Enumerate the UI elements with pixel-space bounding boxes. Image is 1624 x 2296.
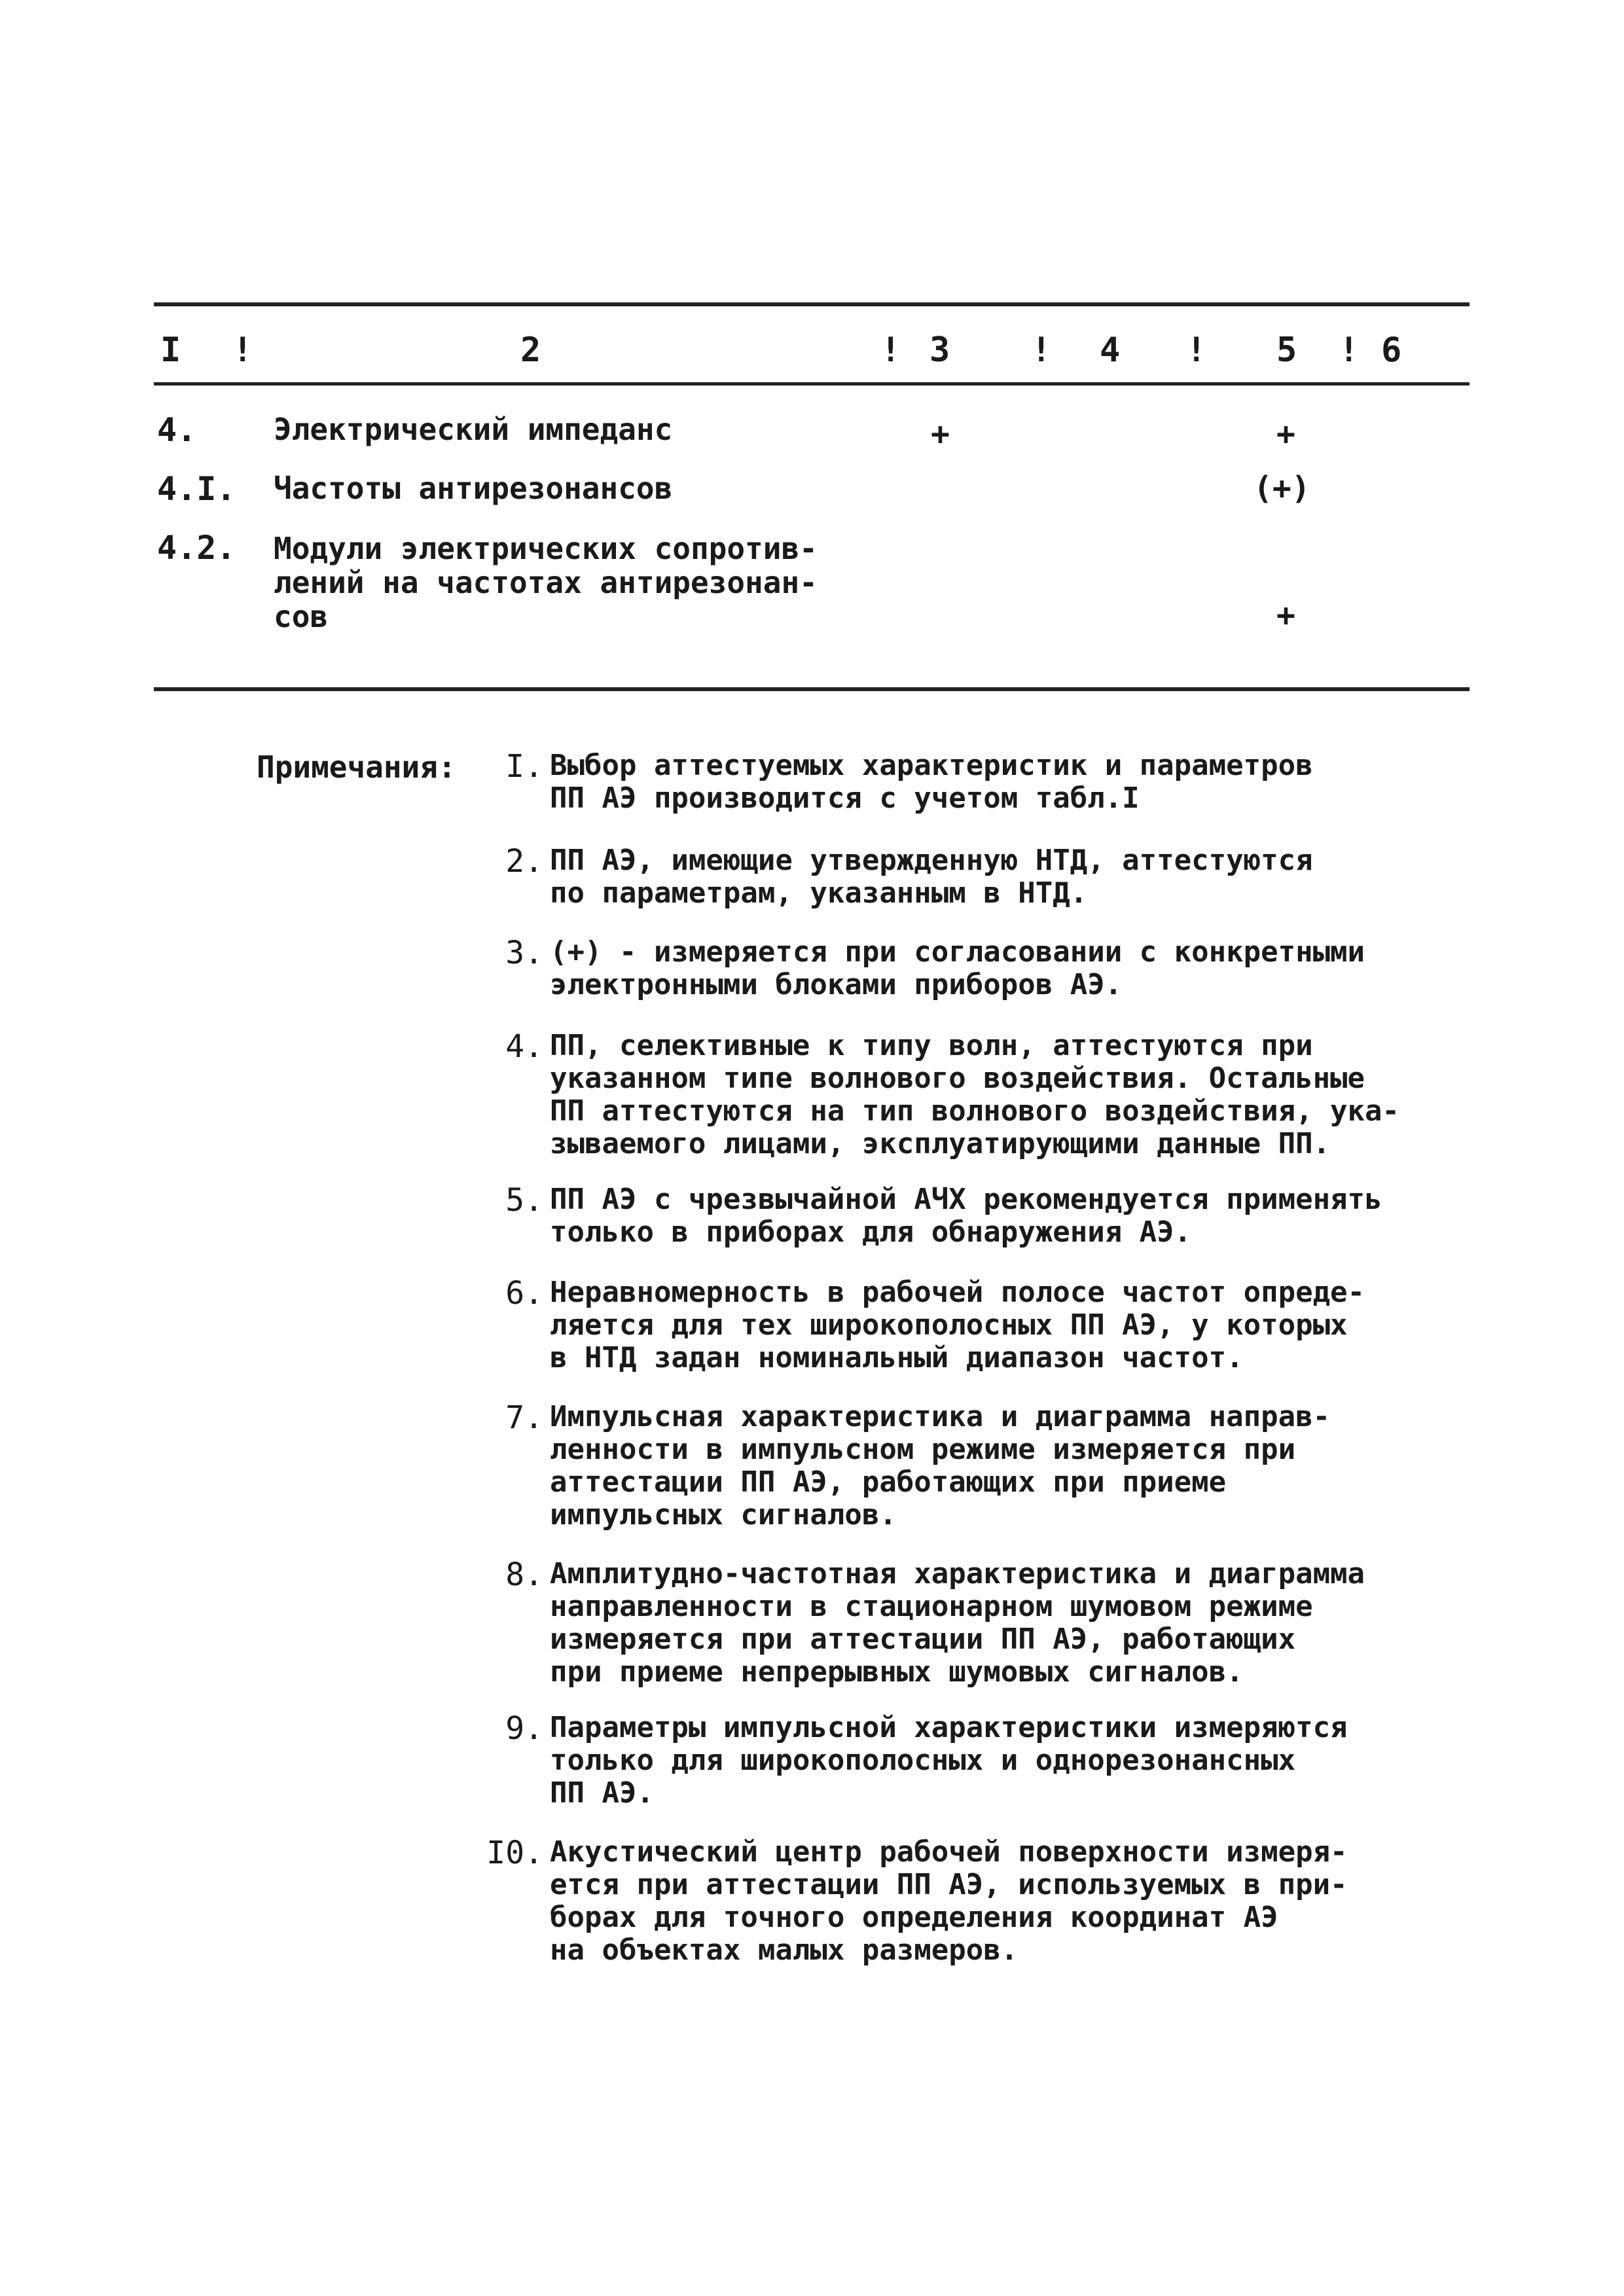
note-text: Неравномерность в рабочей полосе частот опреде- ляется для тех широкополосных ПП АЭ, у которых в НТД задан номинальный диапазон частот. xyxy=(550,1276,1365,1374)
note-text: Амплитудно-частотная характеристика и диаграмма направленности в стационарном шумовом режиме измеряется при аттестации ПП АЭ, работающих при приеме непрерывных шумовых сигналов. xyxy=(550,1557,1365,1689)
column-header-6: 6 xyxy=(1381,331,1402,370)
note-text: ПП, селективные к типу волн, аттестуются при указанном типе волнового воздействия. Остальные ПП аттестуются на тип волнового воздействия, ука- зываемого лицами, эксплуатирующими данные ПП. xyxy=(550,1029,1400,1160)
note-number: 7. xyxy=(505,1399,543,1436)
note-text: Импульсная характеристика и диаграмма направ- ленности в импульсном режиме измеряется при аттестации ПП АЭ, работающих при приеме импульсных сигналов. xyxy=(550,1400,1331,1532)
note-number: I. xyxy=(505,748,543,785)
column-header-1: I xyxy=(160,331,181,370)
column-header-4: 4 xyxy=(1100,331,1121,370)
row-mark-col3: + xyxy=(931,416,950,452)
column-separator: ! xyxy=(1186,331,1207,370)
note-number: I0. xyxy=(486,1835,543,1871)
row-text: Модули электрических сопротив- лений на частотах антирезонан- сов xyxy=(274,531,818,634)
note-number: 6. xyxy=(505,1275,543,1312)
note-text: (+) - измеряется при согласовании с конкретными электронными блоками приборов АЭ. xyxy=(550,935,1365,1001)
row-mark-col5: + xyxy=(1276,597,1295,634)
column-header-2: 2 xyxy=(520,331,541,370)
note-text: ПП АЭ, имеющие утвержденную НТД, аттестуются по параметрам, указанным в НТД. xyxy=(550,844,1313,910)
table-header-rule xyxy=(154,382,1470,386)
note-text: ПП АЭ с чрезвычайной АЧХ рекомендуется применять только в приборах для обнаружения АЭ. xyxy=(550,1183,1382,1249)
row-mark-col5: (+) xyxy=(1254,470,1310,507)
row-mark-col5: + xyxy=(1276,416,1295,452)
row-number: 4. xyxy=(157,411,197,449)
row-number: 4.2. xyxy=(157,529,236,567)
row-number: 4.I. xyxy=(157,470,236,508)
notes-label: Примечания: xyxy=(257,749,456,785)
column-header-5: 5 xyxy=(1276,331,1297,370)
note-text: Выбор аттестуемых характеристик и параметров ПП АЭ производится с учетом табл.I xyxy=(550,749,1313,815)
note-number: 3. xyxy=(505,935,543,971)
note-number: 8. xyxy=(505,1556,543,1593)
column-separator: ! xyxy=(1031,331,1052,370)
note-text: Параметры импульсной характеристики измеряются только для широкополосных и однорезонансных ПП АЭ. xyxy=(550,1711,1348,1810)
note-text: Акустический центр рабочей поверхности измеря- ется при аттестации ПП АЭ, используемых в при- борах для точного определения координат АЭ на объектах малых размеров. xyxy=(550,1835,1348,1967)
column-separator: ! xyxy=(1339,331,1360,370)
table-top-rule xyxy=(154,302,1470,306)
table-bottom-rule xyxy=(154,687,1470,691)
note-number: 9. xyxy=(505,1710,543,1747)
row-text: Электрический импеданс xyxy=(274,412,673,447)
row-text: Частоты антирезонансов xyxy=(274,471,673,506)
column-header-3: 3 xyxy=(929,331,950,370)
note-number: 4. xyxy=(505,1028,543,1065)
column-separator: ! xyxy=(232,331,253,370)
note-number: 5. xyxy=(505,1182,543,1219)
note-number: 2. xyxy=(505,843,543,880)
column-separator: ! xyxy=(880,331,901,370)
